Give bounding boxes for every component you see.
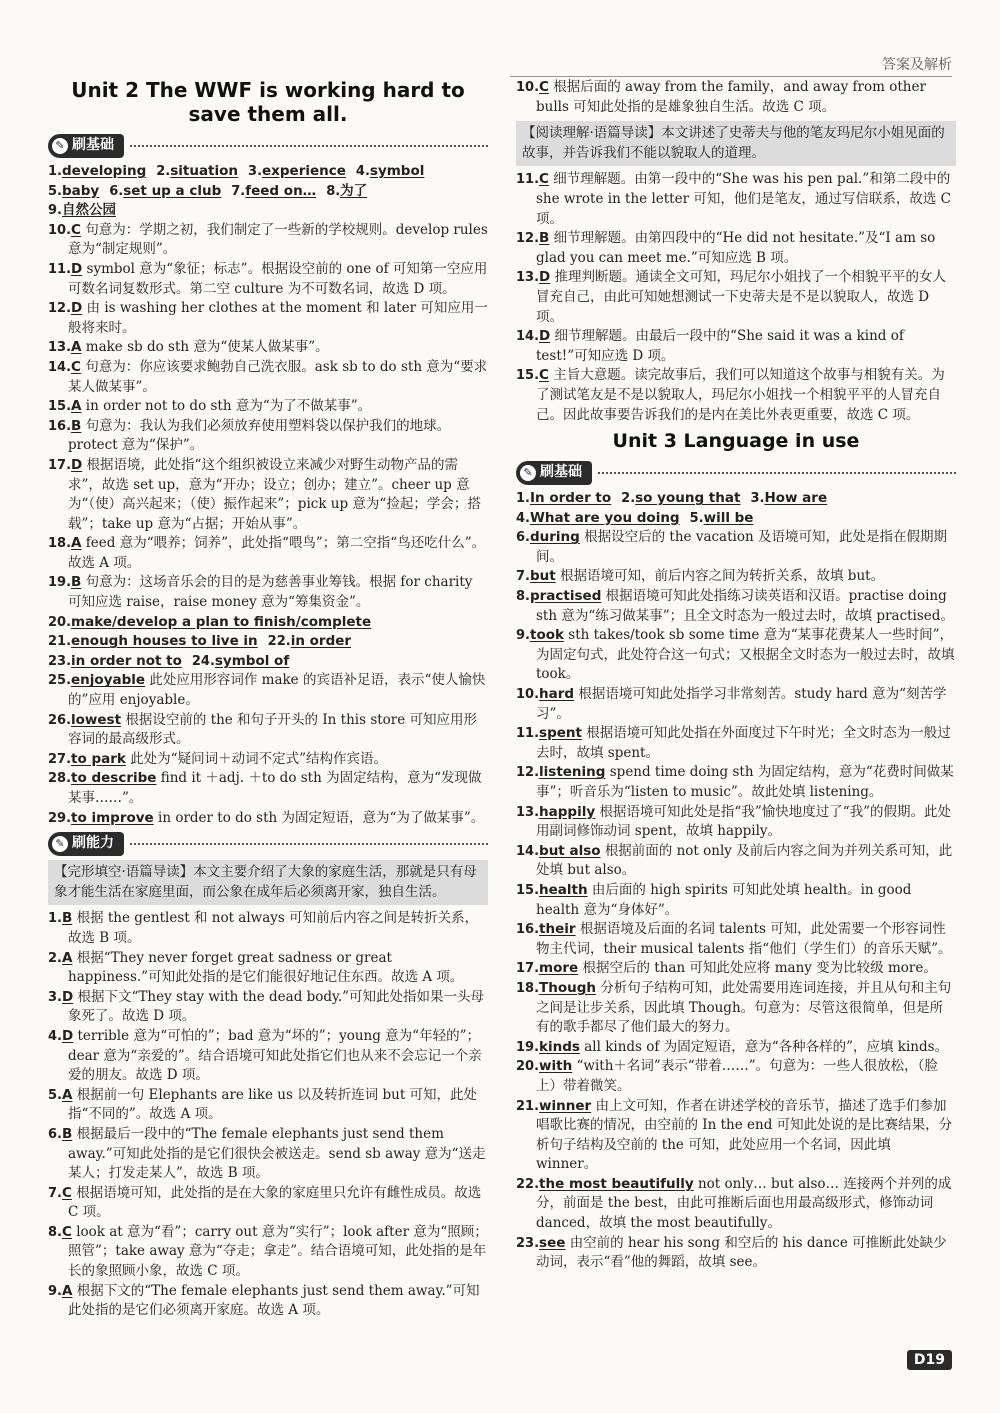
item-answer: the most beautifully [539, 1175, 694, 1192]
item-explanation: 细节理解题。由最后一段中的“She said it was a kind of test!”可知应选 D 项。 [536, 328, 904, 364]
item-number: 9. [48, 203, 62, 219]
item-answer: D [539, 328, 551, 345]
item-answer: winner [539, 1097, 592, 1114]
list-item [48, 573, 488, 612]
item-answer: B [61, 910, 73, 927]
list-item [516, 327, 956, 366]
item-answer: with [539, 1058, 573, 1075]
item-number: 22. [267, 634, 291, 650]
list-item [516, 881, 956, 920]
item-number: 9. [516, 628, 530, 644]
list-item [516, 724, 956, 763]
item-explanation: spend time doing sth 为固定结构，意为“花费时间做某事”；听音乐为“listen to music”。故此处填 listening。 [536, 764, 954, 800]
item-number: 21. [48, 634, 72, 650]
right-column [516, 78, 956, 1273]
item-answer: A [71, 398, 82, 415]
item-answer: their [539, 921, 576, 938]
list-item [516, 229, 956, 268]
list-item [516, 587, 956, 626]
answer-list [48, 909, 488, 1320]
item-number: 26. [48, 712, 72, 728]
item-explanation: 由后面的 high spirits 可知此处填 health。in good health 意为“身体好”。 [536, 881, 912, 918]
list-item [48, 417, 488, 456]
item-answer: took [529, 627, 564, 644]
item-explanation: 细节理解题。由第一段中的“She was his pen pal.”和第二段中的 she wrote in the letter 可知，他们是笔友，通过写信联系，故选 C 项。 [536, 171, 951, 227]
item-explanation: 句意为：我认为我们必须放弃使用塑料袋以保护我们的地球。protect 意为“保护”。 [68, 417, 451, 454]
item-number: 17. [48, 457, 72, 473]
item-number: 9. [48, 1283, 62, 1299]
item-number: 1. [516, 491, 530, 507]
list-item [516, 626, 956, 685]
item-explanation: 根据语境可知，前后内容之间为转折关系，故填 but。 [560, 568, 885, 585]
item-explanation: terrible 意为“可怕的”；bad 意为“坏的”；young 意为“年轻的”；dear 意为“亲爱的”。结合语境可知此处指它们也从来不会忘记一个亲爱的朋友。故选 D 项。 [68, 1027, 482, 1084]
item-answer: but also [539, 842, 601, 859]
item-answer: C [539, 79, 549, 95]
list-item [516, 268, 956, 327]
item-number: 11. [48, 261, 72, 277]
item-explanation: 此处应用形容词作 make 的宾语补足语，表示“使人愉快的”应用 enjoyable。 [68, 672, 486, 709]
item-answer: B [61, 1125, 73, 1142]
item-explanation: 根据最后一段中的“The female elephants just send them away.”可知此处指的是它们很快会被送走。send sb away 意为“送走某人；打发走某人”，故选 B 项。 [68, 1125, 486, 1182]
list-item [516, 979, 956, 1038]
item-answer: practised [529, 588, 602, 605]
item-explanation: not only… but also… 连接两个并列的成分，前面是 the best，由此可推断后面也用最高级形式，修饰动词 danced，故填 the most beautifully。 [536, 1175, 952, 1232]
answer-list [516, 78, 956, 117]
item-answer: to park [71, 750, 126, 767]
answer-list [516, 489, 956, 1273]
item-explanation: 根据下文的“The female elephants just send them away.”可知此处指的是它们必须离开家庭。故选 A 项。 [68, 1282, 480, 1319]
item-number: 2. [156, 164, 171, 179]
item-answer: hard [539, 686, 575, 703]
item-answer: will be [703, 509, 754, 526]
list-item [48, 949, 488, 988]
item-explanation: symbol 意为“象征；标志”。根据设空前的 one of 可知第一空应用可数名词复数形式。第二空 culture 为不可数名词，故选 D 项。 [68, 260, 488, 297]
item-number: 23. [48, 653, 72, 669]
item-answer: in order [290, 633, 352, 650]
item-answer: 为了 [340, 182, 368, 199]
item-answer: make/develop a plan to finish/complete [71, 613, 372, 630]
item-number: 13. [516, 804, 540, 820]
item-answer: B [71, 574, 82, 591]
item-number: 7. [231, 183, 246, 199]
item-number: 14. [516, 329, 540, 345]
list-item [516, 803, 956, 842]
item-answer: developing [61, 163, 147, 179]
item-number: 8. [326, 183, 341, 199]
item-number: 17. [516, 961, 540, 977]
item-answer: D [61, 1027, 74, 1044]
list-item [516, 1038, 956, 1058]
item-number: 24. [191, 653, 215, 669]
list-item [516, 170, 956, 229]
list-item [48, 162, 488, 182]
item-number: 11. [516, 726, 540, 742]
item-number: 8. [48, 1224, 62, 1240]
list-item [48, 750, 488, 770]
list-item [516, 920, 956, 959]
list-item [48, 988, 488, 1027]
list-item [48, 909, 488, 948]
item-answer: How are [764, 490, 828, 507]
item-answer: baby [61, 182, 100, 199]
item-number: 13. [516, 270, 540, 286]
list-item [48, 632, 488, 652]
item-explanation: feed 意为“喂养；饲养”，此处指“喂鸟”；第二空指“鸟还吃什么”。故选 A 项。 [68, 535, 486, 571]
item-number: 23. [516, 1235, 540, 1251]
item-explanation: all kinds of 为固定短语，意为“各种各样的”，应填 kinds。 [584, 1038, 949, 1055]
list-item [516, 685, 956, 724]
section-header-basic: ✎ 刷基础 [516, 461, 956, 485]
item-answer: What are you doing [529, 509, 680, 526]
item-number: 20. [48, 614, 72, 630]
list-item [48, 182, 488, 202]
item-number: 20. [516, 1059, 540, 1075]
item-number: 18. [48, 536, 72, 552]
list-item [48, 299, 488, 338]
item-number: 19. [516, 1039, 540, 1055]
item-answer: enjoyable [71, 672, 146, 689]
item-answer: D [71, 260, 83, 277]
item-number: 18. [516, 980, 540, 996]
item-answer: listening [539, 764, 606, 781]
item-number: 8. [516, 589, 530, 605]
list-item [48, 652, 488, 672]
list-item [516, 763, 956, 802]
item-explanation: 根据语境，此处指“这个组织被设立来减少对野生动物产品的需求”，故选 set up，意为“开办；设立；创办；建立”。cheer up 意为“（使）高兴起来；（使）振作起来”；pick up 意为“捡起；学会；搭载”；take up 意为“占据；开始从事”。 [68, 456, 481, 532]
item-number: 10. [516, 687, 540, 703]
list-item [48, 358, 488, 397]
item-answer: C [539, 367, 549, 384]
item-number: 3. [248, 164, 263, 179]
item-explanation: 分析句子结构可知，此处需要用连词连接，并且从句和主句之间是让步关系，因此填 Though。句意为：尽管这很简单，但是所有的歌手都尽了他们最大的努力。 [536, 979, 952, 1036]
list-item [516, 1175, 956, 1234]
item-number: 7. [48, 1185, 62, 1201]
item-answer: C [71, 358, 81, 375]
page-header-title: 答案及解析 [882, 57, 952, 73]
item-answer: so young that [635, 490, 741, 507]
item-answer: during [529, 529, 580, 546]
item-number: 14. [516, 843, 540, 859]
item-explanation: 由空前的 hear his song 和空后的 his dance 可推断此处缺少动词，表示“看”他的舞蹈，故填 see。 [536, 1234, 947, 1271]
item-explanation: 细节理解题。由第四段中的“He did not hesitate.”及“I am so glad you can meet me.”可知应选 B 项。 [536, 230, 936, 266]
item-explanation: 根据前面的 not only 及前后内容之间为并列关系可知，此处填 but also。 [536, 842, 953, 879]
item-number: 5. [689, 510, 704, 526]
list-item [48, 534, 488, 573]
item-explanation: 此处为“疑问词＋动词不定式”结构作宾语。 [130, 750, 387, 767]
item-number: 15. [516, 882, 540, 898]
item-number: 16. [516, 922, 540, 938]
item-number: 6. [516, 530, 530, 546]
item-answer: B [539, 230, 550, 247]
dotted-divider [130, 843, 488, 845]
list-item [48, 711, 488, 750]
item-answer: lowest [71, 711, 122, 728]
item-answer: A [61, 1086, 73, 1103]
item-explanation: 根据下文“They stay with the dead body.”可知此处指如果一头母象死了。故选 D 项。 [68, 988, 485, 1025]
item-number: 27. [48, 751, 72, 767]
list-item [516, 509, 956, 529]
item-answer: symbol [369, 163, 425, 179]
item-explanation: 根据语境可知此处是指“我”愉快地度过了“我”的假期。此处用副词修饰动词 spent，故填 happily。 [536, 803, 952, 840]
item-number: 7. [516, 569, 530, 585]
book-icon: ✎ [520, 465, 536, 481]
list-item [516, 1057, 956, 1096]
list-item [516, 78, 956, 117]
book-icon: ✎ [52, 836, 68, 852]
item-answer: A [71, 535, 82, 552]
list-item [48, 613, 488, 633]
item-answer: kinds [539, 1038, 580, 1055]
item-explanation: 根据前一句 Elephants are like us 以及转折连词 but 可知，此处指“不同的”。故选 A 项。 [68, 1086, 478, 1123]
item-answer: in order not to [71, 652, 182, 669]
item-answer: feed on… [245, 182, 317, 199]
item-answer: set up a club [123, 182, 222, 199]
list-item [48, 1184, 488, 1223]
list-item [516, 366, 956, 425]
item-explanation: 句意为：你应该要求鲍勃自己洗衣服。ask sb to do sth 意为“要求某人做某事”。 [68, 358, 488, 395]
item-explanation: 由上文可知，作者在讲述学校的音乐节，描述了选手们参加唱歌比赛的情况，由空前的 In the end 可知此处说的是比赛结果，分析句子结构及空前的 the 可知，此处应用一个名词，因此填 winner。 [536, 1097, 953, 1173]
item-answer: D [71, 456, 83, 473]
item-answer: A [61, 1282, 73, 1299]
item-answer: A [61, 949, 73, 966]
item-number: 3. [750, 491, 765, 507]
list-item [516, 1097, 956, 1175]
item-explanation: look at 意为“看”；carry out 意为“实行”；look after 意为“照顾；照管”；take away 意为“夺走；拿走”。结合语境可知，此处指的是年长的象照顾小象，故选 C 项。 [68, 1223, 488, 1280]
item-number: 14. [48, 359, 72, 375]
list-item [48, 1282, 488, 1321]
list-item [516, 959, 956, 979]
item-explanation: “with＋名词”表示“带着……”。句意为：一些人很放松，（脸上）带着微笑。 [536, 1058, 938, 1094]
item-number: 1. [48, 164, 62, 179]
item-explanation: 根据语境可知此处指学习非常刻苦。study hard 意为“刻苦学习”。 [536, 686, 947, 722]
list-item [48, 397, 488, 417]
item-explanation: find it ＋adj. ＋to do sth 为固定结构，意为“发现做某事……”。 [68, 770, 482, 806]
item-number: 5. [48, 1087, 62, 1103]
header-divider [510, 76, 952, 77]
item-answer: to improve [71, 809, 154, 826]
item-number: 2. [48, 950, 62, 966]
list-item [48, 221, 488, 260]
item-explanation: 由 is washing her clothes at the moment 和 later 可知应用一般将来时。 [68, 300, 488, 336]
list-item [48, 1223, 488, 1282]
item-answer: C [61, 1223, 72, 1240]
dotted-divider [130, 145, 488, 147]
item-number: 2. [621, 491, 636, 507]
list-item [48, 1125, 488, 1184]
item-number: 16. [48, 418, 72, 434]
item-explanation: 根据 the gentlest 和 not always 可知前后内容之间是转折关系，故选 B 项。 [68, 910, 479, 946]
item-explanation: 推理判断题。通读全文可知，玛尼尔小姐找了一个相貌平平的女人冒充自己，由此可知她想测试一下史蒂夫是不是以貌取人，故选 D 项。 [536, 269, 947, 325]
item-answer: spent [539, 725, 582, 742]
list-item [48, 1086, 488, 1125]
item-explanation: 根据语境可知，此处指的是在大象的家庭里只允许有雌性成员。故选 C 项。 [68, 1184, 482, 1221]
item-answer: C [539, 171, 549, 188]
item-explanation: sth takes/took sb some time 意为“某事花费某人一些时间”，为固定句式，此处符合这一句式；又根据全文时态为一般过去时，故填 took。 [536, 627, 955, 683]
item-explanation: 根据“They never forget great sadness or great happiness.”可知此处指的是它们能很好地记住东西。故选 A 项。 [68, 949, 464, 986]
list-item [48, 201, 488, 221]
list-item [48, 769, 488, 808]
item-number: 28. [48, 771, 72, 787]
item-number: 22. [516, 1176, 540, 1192]
list-item [516, 489, 956, 509]
item-number: 29. [48, 810, 72, 826]
item-answer: C [71, 221, 81, 238]
item-number: 1. [48, 911, 62, 927]
section-header-basic: ✎ 刷基础 [48, 134, 488, 158]
answer-list [516, 170, 956, 425]
item-explanation: 根据语境及后面的名词 talents 可知，此处需要一个形容词性物主代词，their musical talents 指“他们（学生们）的音乐天赋”。 [536, 921, 952, 957]
item-number: 4. [516, 510, 530, 526]
section-header-ability: ✎ 刷能力 [48, 832, 488, 856]
item-number: 3. [48, 989, 62, 1005]
item-explanation: 根据后面的 away from the family，and away from other bulls 可知此处指的是雄象独自生活。故选 C 项。 [536, 79, 926, 115]
item-number: 19. [48, 575, 72, 591]
item-explanation: 根据设空前的 the 和句子开头的 In this store 可知应用形容词的最高级形式。 [68, 711, 478, 748]
item-answer: 自然公园 [61, 202, 116, 219]
item-answer: D [61, 988, 74, 1005]
list-item [48, 671, 488, 710]
item-answer: health [539, 881, 588, 898]
list-item [516, 1234, 956, 1273]
item-explanation: 主旨大意题。读完故事后，我们可以知道这个故事与相貌有关。为了测试笔友是不是以貌取人，玛尼尔小姐找一个相貌平平的人冒充自己。因此故事要告诉我们的是内在美比外表更重要，故选 C 项。 [536, 367, 945, 423]
item-number: 5. [48, 183, 62, 199]
item-explanation: in order to do sth 为固定短语，意为“为了做某事”。 [158, 809, 485, 826]
item-answer: B [71, 417, 82, 434]
answer-list [48, 162, 488, 828]
item-number: 6. [109, 183, 124, 199]
item-number: 15. [48, 399, 72, 415]
item-answer: Though [539, 979, 597, 996]
reading-guide: 【阅读理解·语篇导读】本文讲述了史蒂夫与他的笔友玛尼尔小姐见面的故事，并告诉我们不能以貌取人的道理。 [516, 121, 956, 166]
page-number: D19 [907, 1350, 952, 1370]
item-answer: enough houses to live in [71, 633, 258, 650]
item-number: 12. [516, 765, 540, 781]
left-column [48, 78, 488, 1321]
item-explanation: 根据语境可知此处指练习读英语和汉语。practise doing sth 意为“练习做某事”；且全文时态为一般过去时，故填 practised。 [536, 588, 954, 624]
dotted-divider [598, 472, 956, 474]
unit3-title: Unit 3 Language in use [612, 430, 860, 453]
item-explanation: 根据语境可知此处指在外面度过下午时光；全文时态为一般过去时，故填 spent。 [536, 725, 951, 761]
item-answer: but [529, 568, 556, 585]
item-answer: situation [170, 163, 239, 179]
item-answer: A [71, 339, 82, 356]
unit2-title: Unit 2 The WWF is working hard to save them all. [71, 78, 465, 126]
list-item [48, 809, 488, 829]
list-item [516, 842, 956, 881]
item-explanation: 句意为：学期之初，我们制定了一些新的学校规则。develop rules 意为“制定规则”。 [68, 221, 488, 258]
item-answer: In order to [529, 490, 612, 507]
item-answer: happily [539, 803, 596, 820]
item-number: 15. [516, 368, 540, 384]
item-answer: D [71, 300, 83, 317]
item-explanation: 句意为：这场音乐会的目的是为慈善事业筹钱。根据 for charity 可知应选 raise，raise money 意为“筹集资金”。 [68, 574, 473, 611]
item-answer: more [539, 960, 579, 977]
item-number: 4. [355, 164, 370, 179]
item-explanation: 根据设空后的 the vacation 及语境可知，此处是指在假期期间。 [536, 529, 947, 565]
item-explanation: 根据空后的 than 可知此处应将 many 变为比较级 more。 [582, 960, 937, 977]
item-number: 10. [516, 80, 540, 95]
list-item [516, 567, 956, 587]
item-explanation: make sb do sth 意为“使某人做某事”。 [85, 339, 329, 356]
list-item [516, 528, 956, 567]
item-answer: to describe [71, 770, 157, 787]
item-number: 10. [48, 222, 72, 238]
item-number: 6. [48, 1126, 62, 1142]
list-item [48, 1027, 488, 1086]
list-item [48, 260, 488, 299]
item-number: 12. [516, 231, 540, 247]
item-number: 4. [48, 1028, 62, 1044]
item-number: 25. [48, 673, 72, 689]
item-answer: C [61, 1184, 72, 1201]
item-answer: see [539, 1234, 566, 1251]
item-number: 21. [516, 1098, 540, 1114]
item-answer: experience [262, 163, 346, 179]
list-item [48, 456, 488, 534]
item-explanation: in order not to do sth 意为“为了不做某事”。 [85, 398, 372, 415]
item-answer: symbol of [214, 652, 290, 669]
list-item [48, 338, 488, 358]
reading-guide: 【完形填空·语篇导读】本文主要介绍了大象的家庭生活，那就是只有母象才能生活在家庭里面，而公象在成年后必须离开家，独自生活。 [48, 860, 488, 905]
item-answer: D [539, 269, 551, 286]
item-number: 13. [48, 340, 72, 356]
item-number: 12. [48, 301, 72, 317]
book-icon: ✎ [52, 138, 68, 154]
item-number: 11. [516, 172, 540, 188]
